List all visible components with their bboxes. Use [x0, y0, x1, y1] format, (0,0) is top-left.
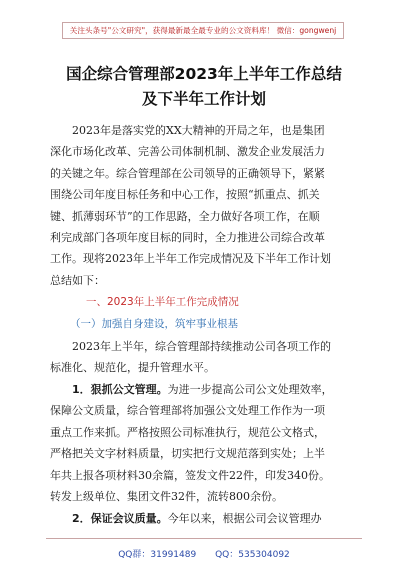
- item-1-paragraph: [50, 379, 360, 507]
- item-1-line: 保障公文质量，综合管理部将加强公文处理工作作为一项: [50, 404, 325, 418]
- item-1-line: 年共上报各项材料30余篇，签发文件22件，印发340份。: [50, 468, 330, 482]
- item-2-paragraph: [50, 508, 360, 529]
- intro-line: 总结如下：: [50, 273, 105, 287]
- item-2-text: 今年以来，根据公司会议管理办: [167, 512, 322, 525]
- intro-line: 的关键之年。综合管理部在公司领导的正确领导下，紧紧: [50, 166, 325, 180]
- intro-line: 围绕公司年度目标任务和中心工作，按照“抓重点、抓关: [50, 188, 320, 202]
- intro-line: 键、抓薄弱环节”的工作思路，全力做好各项工作，在顺: [50, 209, 320, 223]
- intro-line: 利完成部门各项年度目标的同时，全力推进公司综合改革: [50, 231, 325, 245]
- item-1-line: 转发上级单位、集团文件32件，流转800余份。: [50, 490, 283, 504]
- intro-line: 深化市场化改革、完善公司体制机制、激发企业发展活力: [50, 145, 325, 159]
- item-1-label: 1．狠抓公文管理。: [72, 383, 168, 396]
- footer-divider: [46, 538, 362, 539]
- document-title-line-1: 国企综合管理部2023年上半年工作总结: [66, 65, 342, 83]
- item-1-text: 为进一步提高公司公文处理效率，: [167, 383, 333, 396]
- promo-banner: 关注头条号"公文研究"，获得最新最全最专业的公文资料库！ 微信：gongwenj: [62, 22, 344, 39]
- paragraph-2: [50, 336, 360, 379]
- item-1-line: 严格把关文字材料质量，切实把行文规范落到实处；上半: [50, 447, 325, 461]
- subsection-heading-1: （一）加强自身建设，筑牢事业根基: [70, 318, 238, 330]
- paragraph-line: 标准化、规范化，提升管理水平。: [50, 361, 215, 375]
- item-2-label: 2．保证会议质量。: [72, 512, 168, 525]
- document-title-line-2: 及下半年工作计划: [141, 90, 266, 108]
- item-2-first-line: [50, 508, 360, 529]
- item-1-line: 重点工作来抓。严格按照公司标准执行，规范公文格式，: [50, 425, 325, 439]
- footer-qq: QQ：535304092: [215, 550, 290, 560]
- intro-line: 2023年是落实党的XX大精神的开局之年，也是集团: [72, 124, 325, 137]
- paragraph-line: 2023年上半年，综合管理部持续推动公司各项工作的: [72, 340, 331, 353]
- page-footer: [0, 547, 408, 560]
- footer-qq-group: QQ群：31991489: [118, 550, 197, 560]
- intro-line: 工作。现将2023年上半年工作完成情况及下半年工作计划: [50, 252, 331, 266]
- intro-paragraph: [50, 120, 360, 291]
- item-1-first-line: [50, 379, 360, 400]
- section-heading-1: 一、2023年上半年工作完成情况: [86, 296, 239, 308]
